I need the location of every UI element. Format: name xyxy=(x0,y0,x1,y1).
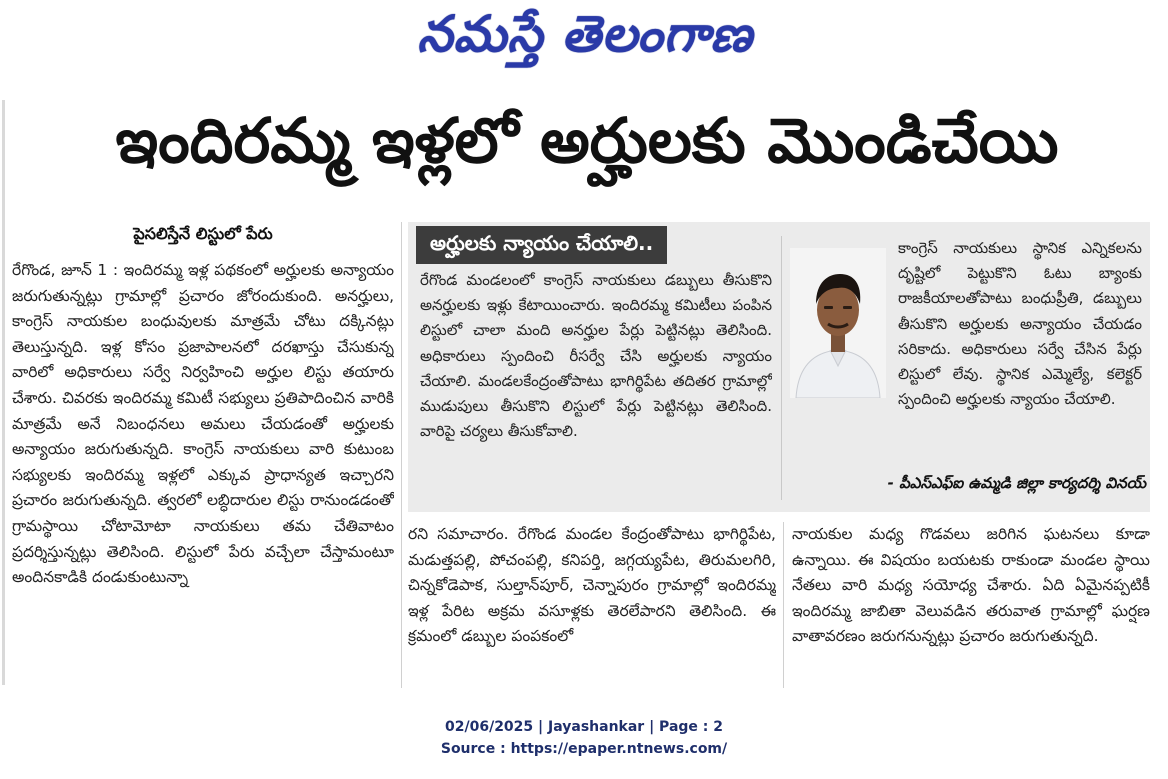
middle-column-paragraph: రని సమాచారం. రేగొండ మండల కేంద్రంతోపాటు భాగిర్థిపేట, మడుత్తపల్లి, పోచంపల్లి, కనిపర్తి, జగ్గయ్యపేట, తిరుమలగిరి, చిన్నకోడెపాక, సుల్తాన్‌పూర్, చెన్నాపురం గ్రామాల్లో ఇందిరమ్మ ఇళ్ల పేరిట అక్రమ వసూళ్లకు తెరలేపారని తెలిసింది. ఈ క్రమంలో డబ్బుల పంపకంలో xyxy=(408,525,776,646)
right-column-paragraph: నాయకుల మధ్య గొడవలు జరిగిన ఘటనలు కూడా ఉన్నాయి. ఈ విషయం బయటకు రాకుండా మండల స్థాయి నేతలు వారి మధ్య సయోధ్య చేశారు. ఏది ఏమైనప్పటికీ ఇందిరమ్మ జాబితా వెలువడిన తరువాత గ్రామాల్లో ఘర్షణ వాతావరణం జరుగనున్నట్లు ప్రచారం జరుగుతున్నది. xyxy=(792,525,1150,646)
article-subhead: పైసలిస్తేనే లిస్టులో పేరు xyxy=(133,224,273,243)
article-headline: ఇందిరమ్మ ఇళ్లలో అర్హులకు మొండిచేయి xyxy=(115,104,1059,177)
left-column-paragraph: రేగొండ, జూన్ 1 : ఇందిరమ్మ ఇళ్ల పథకంలో అర్హులకు అన్యాయం జరుగుతున్నట్లు గ్రామాల్లో ప్రచారం జోరందుకుంది. అనర్హులు, కాంగ్రెస్ నాయకుల బంధువులకు మాత్రమే చోటు దక్కినట్లు తెలుస్తున్నది. ఇళ్ల కోసం ప్రజాపాలనలో దరఖాస్తు చేసుకున్న వారిలో అధికారులు సర్వే నిర్వహించి అర్హుల లిస్టు తయారు చేశారు. చివరకు ఇందిరమ్మ కమిటీ సభ్యులు ప్రతిపాదించిన వారికి మాత్రమే అనే నిబంధనలు అమలు చేయడంతో అర్హులకు అన్యాయం జరుగుతున్నది. కాంగ్రెస్ నాయకులు వారి కుటుంబ సభ్యులకు ఇందిరమ్మ ఇళ్లలో ఎక్కువ ప్రాధాన్యత ఇచ్చారని ప్రచారం జరుగుతున్నది. త్వరలో లబ్ధిదారుల లిస్టు రానుండడంతో గ్రామస్థాయి చోటామోటా నాయకులు తమ చేతివాటం ప్రదర్శిస్తున్నట్లు తెలిసింది. లిస్టులో పేరు వచ్చేలా చేస్తామంటూ అందినకాడికి దండుకుంటున్నా xyxy=(12,261,394,587)
left-margin-rule xyxy=(2,100,5,685)
column-divider xyxy=(783,522,784,688)
left-column-text xyxy=(12,258,394,688)
person-photo xyxy=(790,248,886,398)
person-portrait-icon xyxy=(790,248,886,398)
box-divider xyxy=(781,236,782,500)
column-divider xyxy=(401,222,402,688)
sidebar-box-text: రేగొండ మండలంలో కాంగ్రెస్ నాయకులు డబ్బులు తీసుకొని అనర్హులకు ఇళ్లు కేటాయించారు. ఇందిరమ్మ కమిటీలు పంపిన లిస్టులో చాలా మంది అనర్హుల పేర్లు పెట్టినట్లు తెలిసింది. అధికారులు స్పందించి రీసర్వే చేసి అర్హులకు న్యాయం చేయాలి. మండలకేంద్రంతోపాటు భాగిర్థిపేట తదితర గ్రామాల్లో ముడుపులు తీసుకొని లిస్టులో పేర్లు పెట్టినట్లు తెలిసింది. వారిపై చర్యలు తీసుకోవాలి. xyxy=(420,271,772,441)
quote-text: కాంగ్రెస్ నాయకులు స్థానిక ఎన్నికలను దృష్టిలో పెట్టుకొని ఓటు బ్యాంకు రాజకీయాలతోపాటు బంధుప్రీతి, డబ్బులు తీసుకొని అర్హులకు అన్యాయం చేయడం సరికాదు. అధికారులు సర్వే చేసిన పేర్లు లిస్టులో లేవు. స్థానిక ఎమ్మెల్యే, కలెక్టర్ స్పందించి అర్హులకు న్యాయం చేయాలి. xyxy=(898,239,1142,409)
masthead-logo xyxy=(380,4,790,76)
quote-text-block xyxy=(898,236,1142,466)
sidebar-box-body xyxy=(420,268,772,500)
right-column-text xyxy=(792,522,1150,688)
footer-source: Source : https://epaper.ntnews.com/ xyxy=(440,741,728,757)
quote-byline: - పీఎస్ఎఫ్ఐ ఉమ్మడి జిల్లా కార్యదర్శి వినయ్ xyxy=(887,474,1146,492)
footer-date-page: 02/06/2025 | Jayashankar | Page : 2 xyxy=(445,719,723,735)
sidebar-box-title: అర్హులకు న్యాయం చేయాలి.. xyxy=(416,226,667,264)
masthead-title: నమస్తే తెలంగాణ xyxy=(417,4,753,63)
headline-container xyxy=(12,98,1162,198)
middle-column-text xyxy=(408,522,776,688)
page-footer xyxy=(0,716,1168,760)
